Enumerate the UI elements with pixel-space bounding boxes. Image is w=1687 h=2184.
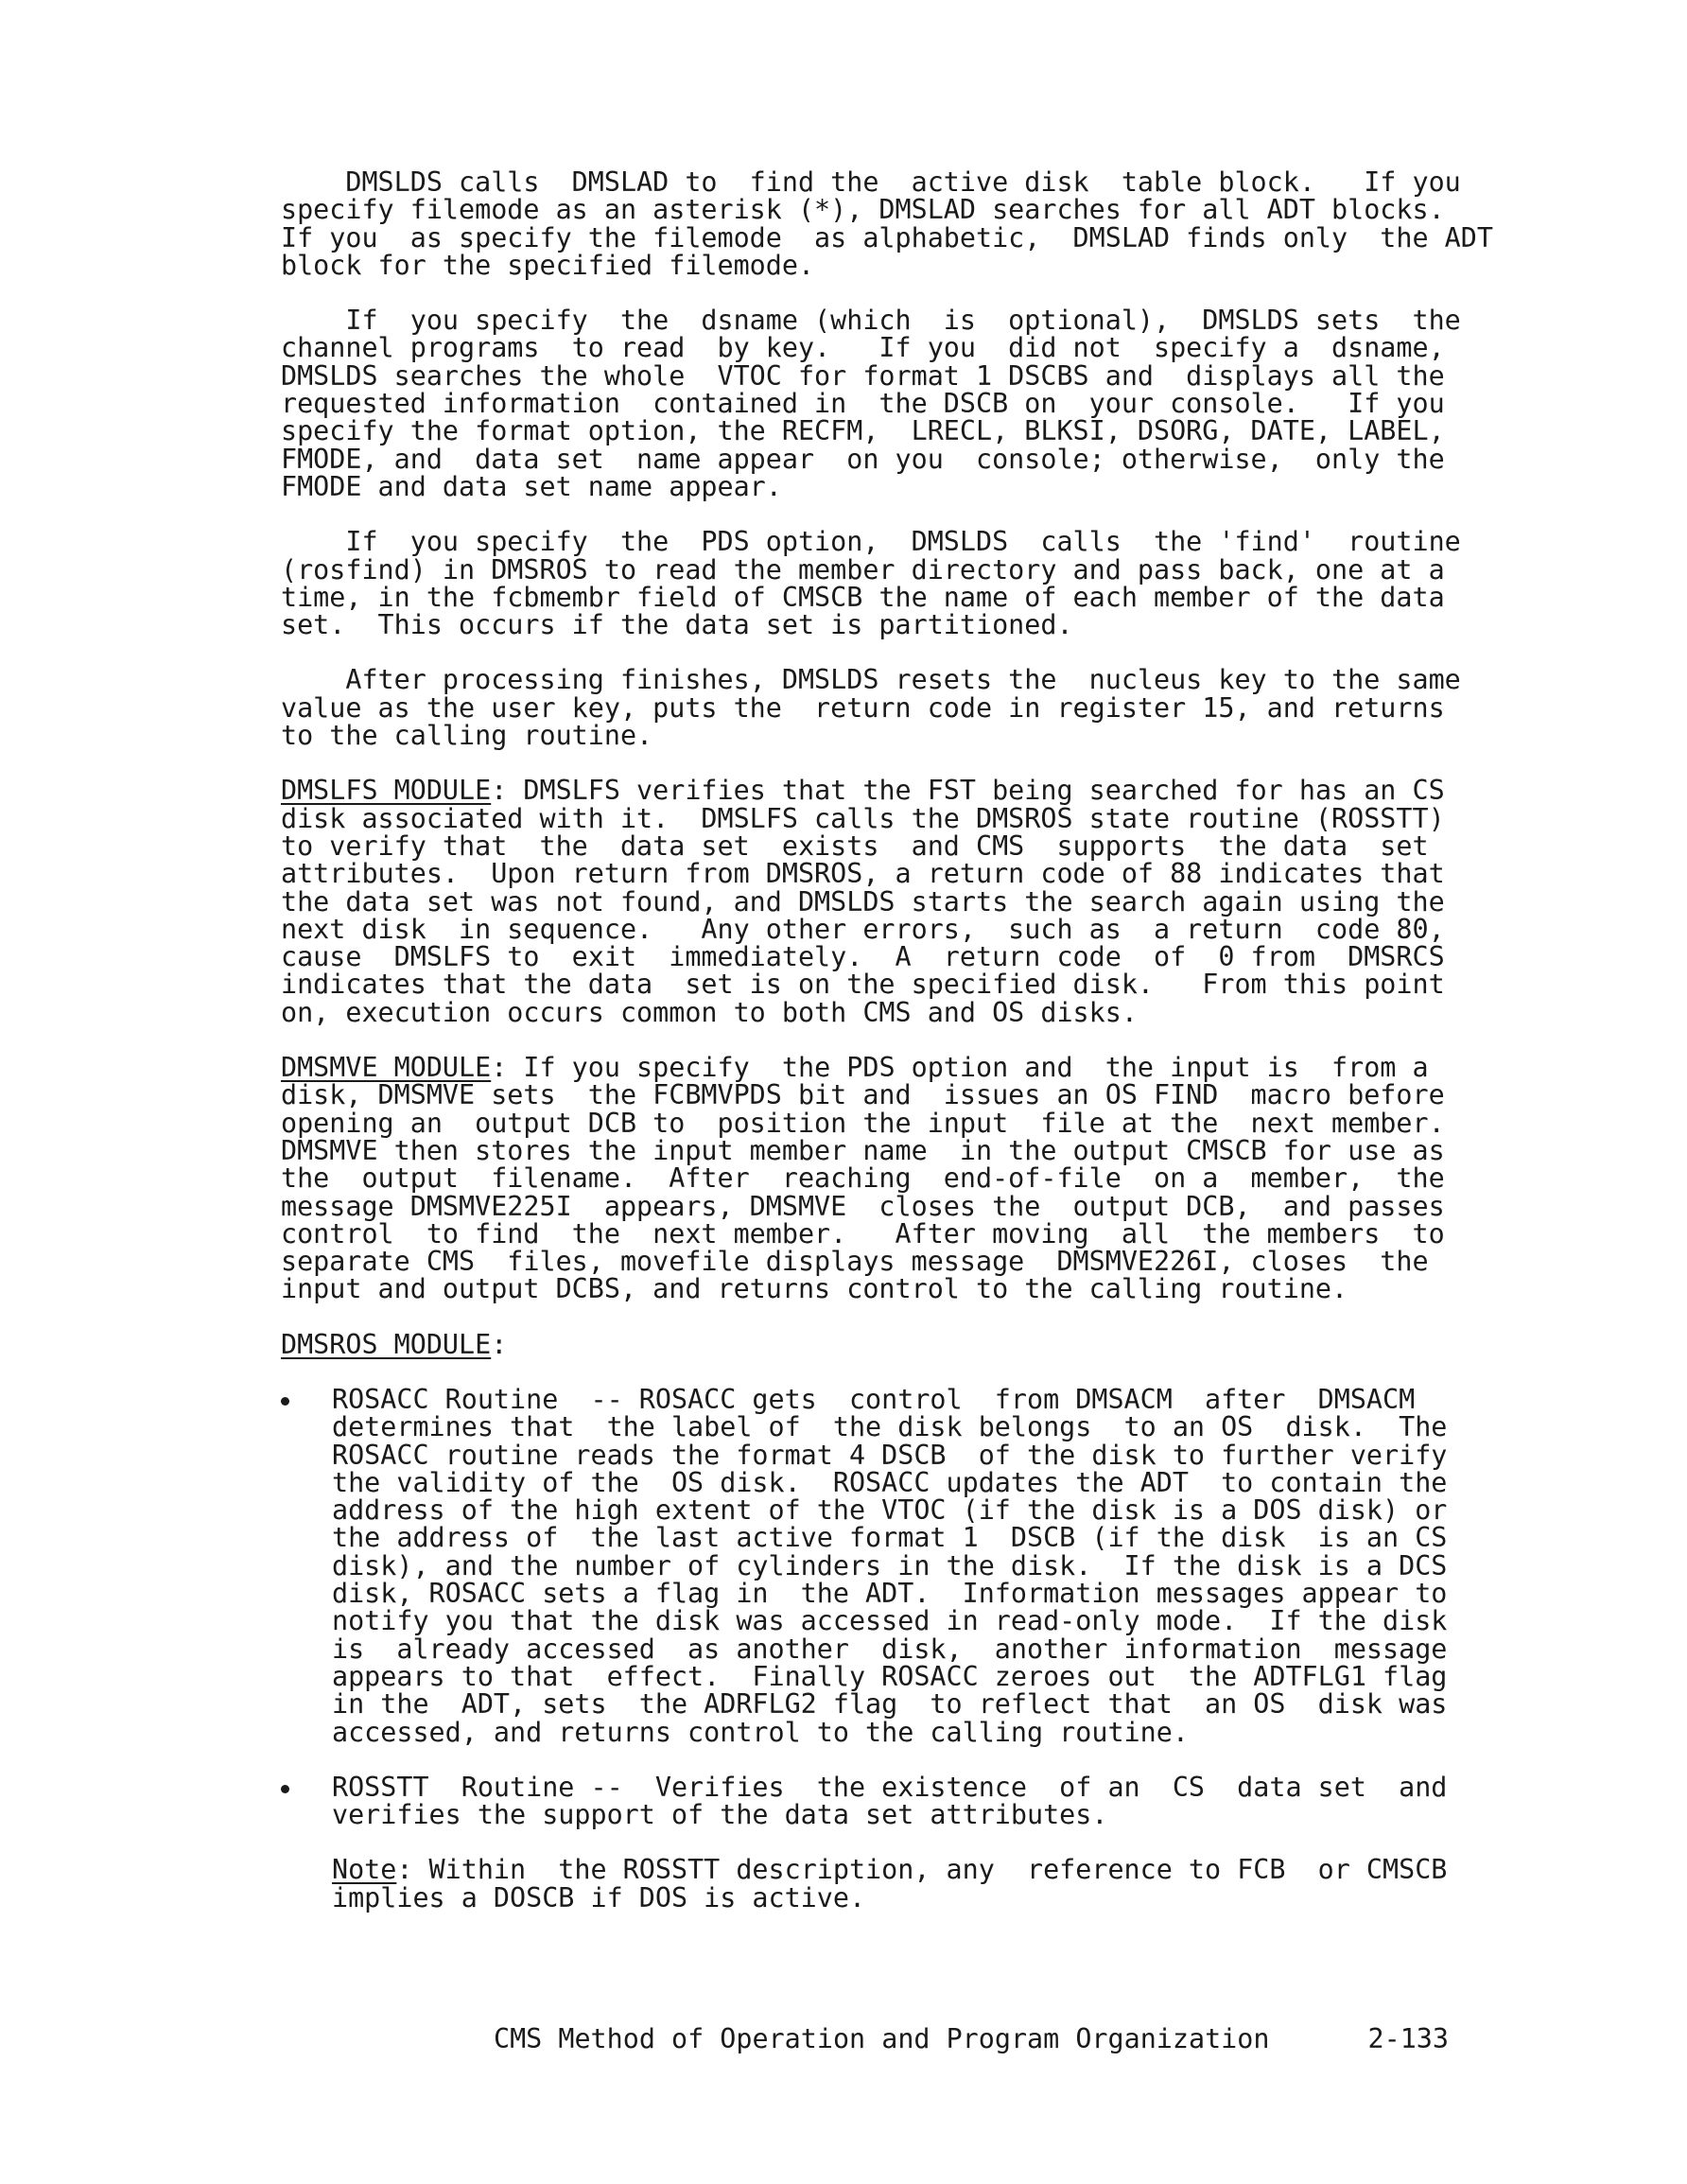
bullet-icon: [281, 1397, 289, 1406]
section-body-dmslfs: : DMSLFS verifies that the FST being searched for has an CS disk associated with it. DMSLFS calls the DMSROS state routine (ROSSTT) to verify that the data set exists and CMS supports the data set attributes. Upon return from DMSROS, a return code of 88 indicates that the data set was not found, and DMSLDS starts the search again using the next disk in sequence. Any other errors, such as a return code 80, cause DMSLFS to exit immediately. A return code of 0 from DMSRCS indicates that the data set is on the specified disk. From this point on, execution occurs common to both CMS and OS disks.: [281, 775, 1445, 1028]
paragraph-dmslds-dmslad: DMSLDS calls DMSLAD to find the active disk table block. If you specify filemode as an asterisk (*), DMSLAD searches for all ADT blocks. If you as specify the filemode as alphabetic, DMSLAD finds only the ADT block for the specified filemode.: [281, 166, 1493, 281]
paragraph-pds-option: If you specify the PDS option, DMSLDS calls the 'find' routine (rosfind) in DMSROS to read the member directory and pass back, one at a time, in the fcbmembr field of CMSCB the name of each member of the data set. This occurs if the data set is partitioned.: [281, 526, 1461, 641]
section-dmsmve-module: [281, 1054, 1463, 1303]
section-dmsros-module: [281, 1328, 1463, 1360]
page-footer: [494, 2023, 1449, 2117]
note-text: : Within the ROSSTT description, any reference to FCB or CMSCB implies a DOSCB if DOS is active.: [332, 1854, 1448, 1913]
paragraph-after-processing: After processing finishes, DMSLDS resets the nucleus key to the same value as the user key, puts the return code in register 15, and returns to the calling routine.: [281, 664, 1461, 752]
footer-title: CMS Method of Operation and Program Organization: [494, 2023, 1270, 2054]
list-item-text: ROSACC Routine -- ROSACC gets control from DMSACM after DMSACM determines that the label of the disk belongs to an OS disk. The ROSACC routine reads the format 4 DSCB of the disk to further verify the validity of the OS disk. ROSACC updates the ADT to contain the address of the high extent of the VTOC (if the disk is a DOS disk) or the address of the last active format 1 DSCB (if the disk is an CS disk), and the number of cylinders in the disk. If the disk is a DCS disk, ROSACC sets a flag in the ADT. Information messages appear to notify you that the disk was accessed in read-only mode. If the disk is already accessed as another disk, another information message appears to that effect. Finally ROSACC zeroes out the ADTFLG1 flag in the ADT, sets the ADRFLG2 flag to reflect that an OS disk was accessed, and returns control to the calling routine.: [332, 1383, 1448, 1748]
routine-list: [281, 1383, 1463, 1831]
section-heading-dmsmve: DMSMVE MODULE: [281, 1052, 492, 1084]
section-heading-dmslfs: DMSLFS MODULE: [281, 775, 492, 807]
list-item-rosacc: [281, 1383, 1463, 1748]
section-dmslfs-module: [281, 777, 1463, 1026]
list-item-text: ROSSTT Routine -- Verifies the existence of an CS data set and verifies the support of the data set attributes.: [332, 1771, 1448, 1831]
paragraph-dsname: If you specify the dsname (which is optional), DMSLDS sets the channel programs to read by key. If you did not specify a dsname, DMSLDS searches the whole VTOC for format 1 DSCBS and displays all the requested information contained in the DSCB on your console. If you specify the format option, the RECFM, LRECL, BLKSI, DSORG, DATE, LABEL, FMODE, and data set name appear on you console; otherwise, only the FMODE and data set name appear.: [281, 305, 1461, 502]
document-page: [281, 166, 1493, 1939]
note-rosstt: [281, 1856, 1463, 1912]
section-body-dmsros: :: [491, 1328, 508, 1360]
section-body-dmsmve: : If you specify the PDS option and the input is from a disk, DMSMVE sets the FCBMVPDS bit and issues an OS FIND macro before opening an output DCB to position the input file at the next member. DMSMVE then stores the input member name in the output CMSCB for use as the output filename. After reaching end-of-file on a member, the message DMSMVE225I appears, DMSMVE closes the output DCB, and passes control to find the next member. After moving all the members to separate CMS files, movefile displays message DMSMVE226I, closes the input and output DCBS, and returns control to the calling routine.: [281, 1052, 1445, 1305]
section-heading-dmsros: DMSROS MODULE: [281, 1328, 492, 1360]
page-number: 2-133: [1367, 2023, 1449, 2054]
note-label: Note: [332, 1854, 397, 1886]
list-item-rosstt: [281, 1773, 1463, 1829]
bullet-icon: [281, 1785, 289, 1793]
